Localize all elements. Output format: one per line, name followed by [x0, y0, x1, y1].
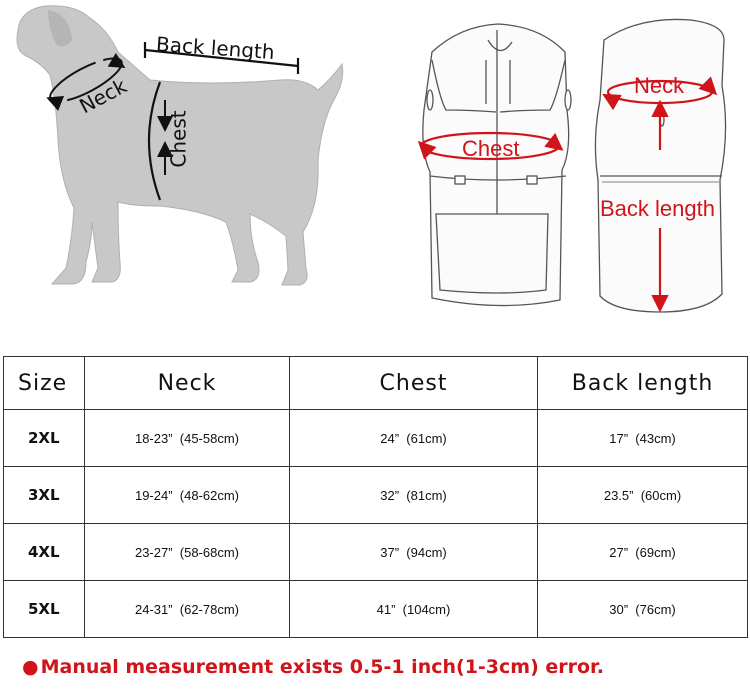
note-text: Manual measurement exists 0.5-1 inch(1-3cm) error.: [40, 656, 604, 678]
cell-size: 5XL: [4, 581, 85, 638]
header-size: Size: [4, 357, 85, 410]
cell-size: 3XL: [4, 467, 85, 524]
header-chest: Chest: [290, 357, 538, 410]
cell-chest: 41” (104cm): [290, 581, 538, 638]
cell-chest: 24” (61cm): [290, 410, 538, 467]
header-neck: Neck: [85, 357, 290, 410]
dog-back-length-label: Back length: [155, 31, 276, 65]
measurement-error-note: [22, 656, 604, 678]
cell-size: 4XL: [4, 524, 85, 581]
size-chart-table: [3, 356, 748, 638]
illustration-graphics: [0, 0, 750, 340]
table-header-row: [4, 357, 748, 410]
table-row: [4, 524, 748, 581]
cell-neck: 23-27” (58-68cm): [85, 524, 290, 581]
cell-neck: 24-31” (62-78cm): [85, 581, 290, 638]
cell-chest: 37” (94cm): [290, 524, 538, 581]
cell-back-length: 23.5” (60cm): [538, 467, 748, 524]
dog-chest-label: Chest: [166, 110, 191, 168]
table-row: [4, 467, 748, 524]
cell-size: 2XL: [4, 410, 85, 467]
cell-back-length: 17” (43cm): [538, 410, 748, 467]
cell-neck: 19-24” (48-62cm): [85, 467, 290, 524]
bullet-icon: ●: [22, 656, 39, 678]
dog-neck-label: Neck: [75, 73, 131, 119]
table-row: [4, 581, 748, 638]
cell-back-length: 27” (69cm): [538, 524, 748, 581]
measurement-illustration: [0, 0, 750, 340]
back-neck-label: Neck: [634, 73, 685, 98]
header-back-length: Back length: [538, 357, 748, 410]
cell-back-length: 30” (76cm): [538, 581, 748, 638]
raincoat-front: [423, 24, 571, 306]
back-length-label: Back length: [600, 196, 715, 221]
cell-chest: 32” (81cm): [290, 467, 538, 524]
cell-neck: 18-23” (45-58cm): [85, 410, 290, 467]
front-chest-label: Chest: [462, 136, 520, 161]
table-row: [4, 410, 748, 467]
